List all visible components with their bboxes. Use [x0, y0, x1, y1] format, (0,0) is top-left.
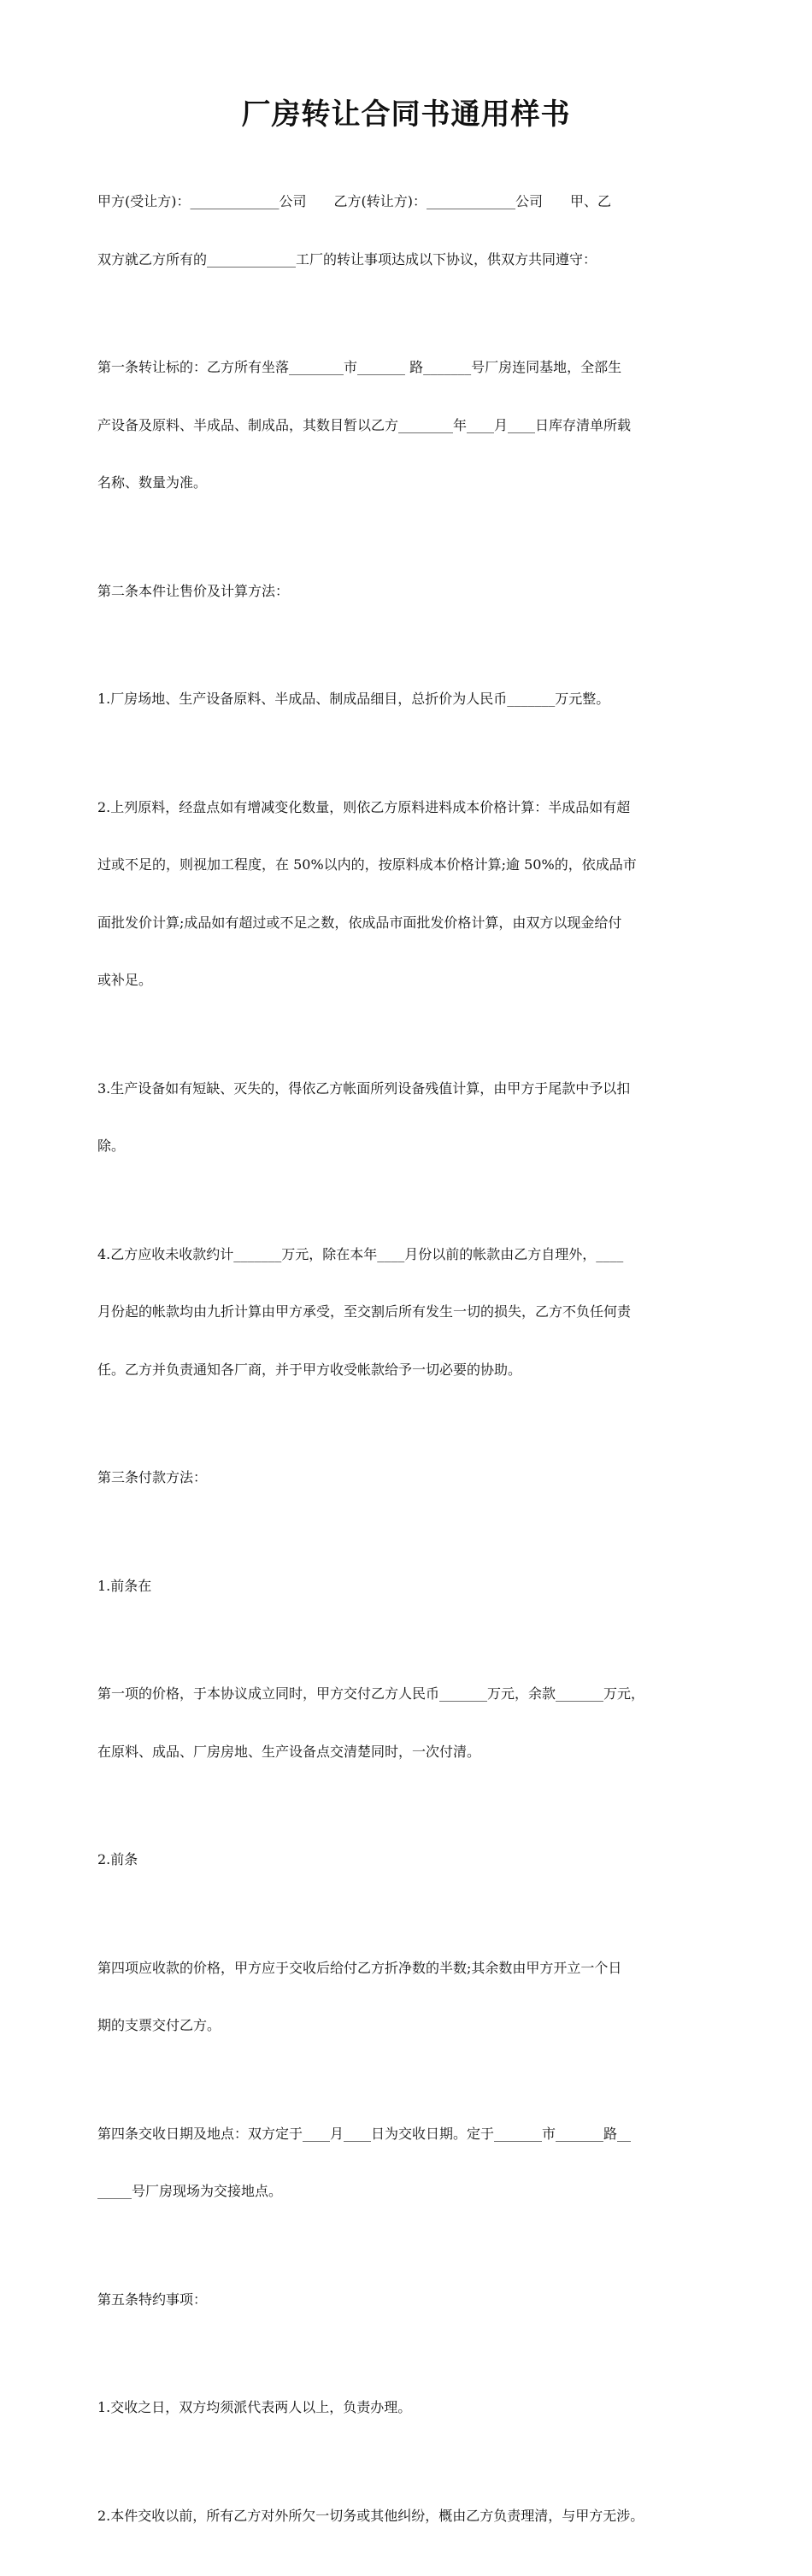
paragraph-line: 除。 [97, 1138, 126, 1154]
paragraph-line: 或补足。 [97, 972, 153, 988]
document-title: 厂房转让合同书通用样书 [241, 97, 571, 132]
paragraph-line: 4.乙方应收未收款约计_______万元，除在本年____月份以前的帐款由乙方自理外，____ [97, 1245, 624, 1262]
paragraph-line: 第二条本件让售价及计算方法： [97, 582, 290, 599]
paragraph-line: 甲方(受让方)：_____________公司 乙方(转让方)：_____________公司 甲、乙 [97, 193, 611, 209]
paragraph-article-2-item-2 [97, 760, 734, 1029]
paragraph-article-3-heading [97, 1430, 734, 1526]
paragraph-line: 3.生产设备如有短缺、灭失的，得依乙方帐面所列设备残值计算，由甲方于尾款中予以扣 [97, 1079, 631, 1097]
paragraph-article-3-item-2 [97, 1812, 734, 1908]
paragraph-article-5-item-1 [97, 2360, 734, 2456]
paragraph-line: 2.前条 [97, 1851, 138, 1867]
paragraph-line: 2.上列原料，经盘点如有增减变化数量，则依乙方原料进料成本价格计算：半成品如有超 [97, 798, 631, 815]
paragraph-line: 1.厂房场地、生产设备原料、半成品、制成品细目，总折价为人民币_______万元整。 [97, 691, 610, 707]
paragraph-article-3-item-1-detail [97, 1646, 734, 1800]
paragraph-line: 期的支票交付乙方。 [97, 2017, 221, 2033]
paragraph-line: 第四项应收款的价格，甲方应于交收后给付乙方折净数的半数;其余数由甲方开立一个日 [97, 1959, 622, 1976]
paragraph-line: 1.前条在 [97, 1577, 152, 1594]
paragraph-article-2-item-3 [97, 1041, 734, 1195]
paragraph-parties [97, 154, 734, 308]
paragraph-line: 第一项的价格，于本协议成立同时，甲方交付乙方人民币_______万元，余款_______万元， [97, 1685, 645, 1702]
paragraph-line: 任。乙方并负责通知各厂商，并于甲方收受帐款给予一切必要的协助。 [97, 1361, 522, 1378]
paragraph-line: 第一条转让标的：乙方所有坐落________市_______ 路_______号厂房连同基地，全部生 [97, 359, 622, 375]
paragraph-line: 过或不足的，则视加工程度，在 50%以内的，按原料成本价格计算;逾 50%的，依成品市 [97, 856, 637, 873]
paragraph-article-2-heading [97, 544, 734, 640]
paragraph-article-3-item-1 [97, 1538, 734, 1635]
paragraph-line: 1.交收之日，双方均须派代表两人以上，负责办理。 [97, 2399, 412, 2415]
paragraph-article-2-item-1 [97, 651, 734, 748]
paragraph-line: 面批发价计算;成品如有超过或不足之数，依成品市面批发价格计算，由双方以现金给付 [97, 914, 622, 931]
paragraph-line: 2.本件交收以前，所有乙方对外所欠一切务或其他纠纷，概由乙方负责理清，与甲方无涉。 [97, 2507, 644, 2524]
paragraph-line: 在原料、成品、厂房房地、生产设备点交清楚同时，一次付清。 [97, 1743, 481, 1760]
paragraph-article-4 [97, 2086, 734, 2240]
paragraph-article-2-item-4 [97, 1207, 734, 1419]
paragraph-line: 双方就乙方所有的_____________工厂的转让事项达成以下协议，供双方共同遵守： [97, 250, 597, 268]
paragraph-line: 第三条付款方法： [97, 1469, 208, 1485]
paragraph-line: 名称、数量为准。 [97, 474, 208, 491]
document-body [97, 154, 734, 2576]
paragraph-article-1 [97, 320, 734, 532]
paragraph-article-5-item-2 [97, 2468, 734, 2565]
paragraph-article-3-item-2-detail [97, 1920, 734, 2074]
paragraph-line: 第四条交收日期及地点：双方定于____月____日为交收日期。定于_______市_______路__ [97, 2125, 632, 2142]
paragraph-line: 第五条特约事项： [97, 2291, 208, 2308]
paragraph-line: 产设备及原料、半成品、制成品，其数目暂以乙方________年____月____日库存清单所载 [97, 416, 632, 433]
paragraph-line: 月份起的帐款均由九折计算由甲方承受，至交割后所有发生一切的损失，乙方不负任何责 [97, 1303, 632, 1320]
paragraph-line: _____号厂房现场为交接地点。 [97, 2183, 283, 2199]
paragraph-article-5-heading [97, 2252, 734, 2349]
